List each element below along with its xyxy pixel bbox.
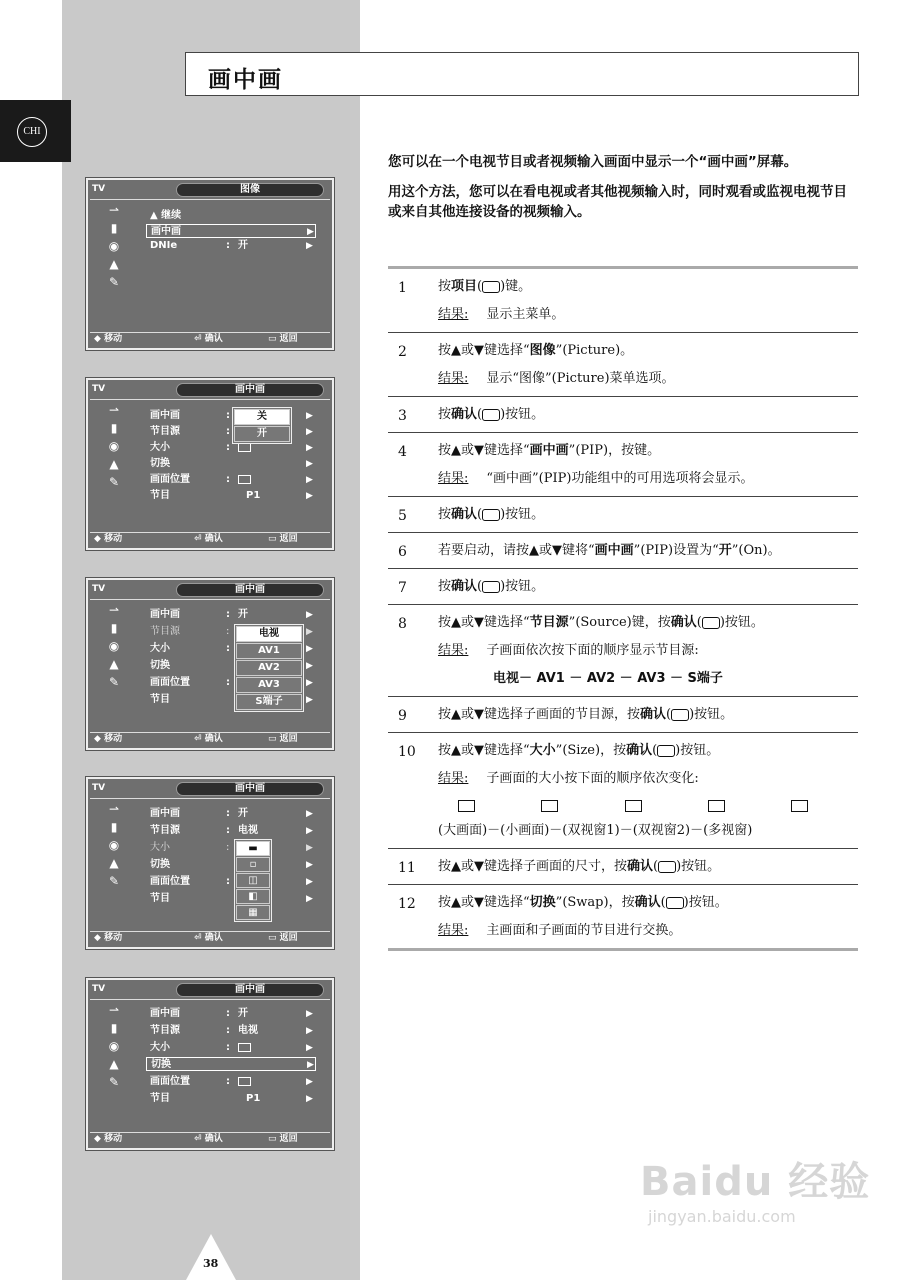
menu-row[interactable]: 画中画 : 开 ▶ [150,808,313,819]
menu-row[interactable]: 画中画 : 开 ▶ [150,1008,313,1019]
setup-icon: ✎ [108,274,120,289]
source-dropdown[interactable] [234,624,304,712]
enter-key-icon [657,745,675,757]
source-sequence: 电视－ AV1 － AV2 － AV3 － S端子 [493,671,723,686]
menu-row[interactable]: 大小 : ▶ [150,1042,313,1053]
menu-title: 画中画 [176,583,324,597]
enter-key-icon [482,581,500,593]
setup-icon: ✎ [108,674,120,689]
step-row: 8 按▲或▼键选择“节目源”(Source)键，按确认( )按钮。 结果: 子画面依次按下面的顺序显示节目源: 电视－ AV1 － AV2 － AV3 － S端子 [388,605,858,697]
menu-row[interactable]: 节目 ▶ [150,893,313,904]
menu-row[interactable]: 画面位置 : ▶ [150,1076,313,1087]
enter-key-icon [658,861,676,873]
size-icons [438,800,858,812]
channel-icon: ▲ [109,256,119,271]
size-option-small[interactable]: ▫ [236,857,270,872]
setup-icon: ✎ [108,474,120,489]
menu-row[interactable]: 节目 P1 ▶ [150,1093,313,1104]
channel-icon: ▲ [109,656,119,671]
menu-row[interactable]: DNIe : 开 ▶ [150,240,313,251]
input-icon: ⇀ [108,202,120,217]
page-number: 38 [203,1257,219,1270]
picture-icon: ▮ [110,1020,118,1035]
step-row: 4 按▲或▼键选择“画中画”(PIP)，按键。 结果: “画中画”(PIP)功能组中的可用选项将会显示。 [388,433,858,497]
menu-footer: ◆ 移动 ⏎ 确认 ▭ 返回 [90,332,330,346]
step-row: 7 按确认( )按钮。 [388,569,858,605]
size-dropdown[interactable] [234,839,272,922]
sound-icon: ◉ [108,638,120,653]
steps-table [388,266,858,951]
tv-menu-pip-size: TV 画中画 ⇀ ▮ ◉ ▲ ✎ 画中画 : 开 ▶ 节目源 : 电视 ▶ 大小 : ▶ 切换 ▶ 画面位置 : ▶ 节目 ▶ ▬ ▫ ◫ ◧ ▦ ◆ 移动 ⏎ 确认 ▭ 返回 [86,777,334,949]
picture-icon: ▮ [110,420,118,435]
menu-row[interactable]: 切换 ▶ [150,458,313,469]
menu-row-selected[interactable]: 画中画 ▶ [146,224,316,238]
multi-window-icon [791,800,808,812]
dropdown-option[interactable]: AV1 [236,643,302,659]
enter-key-icon [482,409,500,421]
tv-menu-pip-source: TV 画中画 ⇀ ▮ ◉ ▲ ✎ 画中画 : 开 ▶ 节目源 : ▶ 大小 : ▶ 切换 ▶ 画面位置 : ▶ 节目 ▶ 电视 AV1 AV2 AV3 S端子 ◆ 移动 ⏎ 确认 ▭ 返回 [86,578,334,750]
dropdown-option[interactable]: 电视 [236,626,302,642]
tv-menu-picture [86,178,334,350]
tv-menu-pip-swap: TV 画中画 ⇀ ▮ ◉ ▲ ✎ 画中画 : 开 ▶ 节目源 : 电视 ▶ 大小 : ▶ 切换 ▶ 画面位置 : ▶ 节目 P1 ▶ ◆ 移动 ⏎ 确认 ▭ 返回 [86,978,334,1150]
menu-row[interactable]: 切换 ▶ [150,660,313,671]
page-number-tab [186,1234,236,1280]
dropdown-option[interactable]: AV2 [236,660,302,676]
large-screen-icon [458,800,475,812]
enter-key-icon [482,509,500,521]
enter-key-icon [671,709,689,721]
step-row: 3 按确认( )按钮。 [388,397,858,433]
menu-title: 画中画 [176,983,324,997]
step-row: 2 按▲或▼键选择“图像”(Picture)。 结果: 显示“图像”(Picture)菜单选项。 [388,333,858,397]
menu-row[interactable]: 画面位置 : ▶ [150,677,313,688]
dropdown-option[interactable]: AV3 [236,677,302,693]
language-tab [0,100,71,162]
setup-icon: ✎ [108,873,120,888]
small-screen-icon [541,800,558,812]
channel-icon: ▲ [109,456,119,471]
step-row: 1 按项目( )键。 结果: 显示主菜单。 [388,269,858,333]
language-label: CHI [17,117,47,147]
tv-menu-pip-onoff: TV 画中画 ⇀ ▮ ◉ ▲ ✎ 画中画 : ▶ 节目源 : ▶ 大小 : ▶ 切换 ▶ 画面位置 : ▶ 节目 P1 ▶ 关 开 ◆ 移动 ⏎ 确认 ▭ 返回 [86,378,334,550]
dropdown-option[interactable]: S端子 [236,694,302,710]
size-option-dual1[interactable]: ◫ [236,873,270,888]
size-option-multi[interactable]: ▦ [236,905,270,920]
size-order: (大画面)－(小画面)－(双视窗1)－(双视窗2)－(多视窗) [438,823,753,838]
menu-row[interactable]: 切换 ▶ [150,859,313,870]
enter-key-icon [702,617,720,629]
step-row: 12 按▲或▼键选择“切换”(Swap)，按确认( )按钮。 结果: 主画面和子画面的节目进行交换。 [398,895,728,938]
menu-row[interactable]: 节目源 : ▶ [150,626,313,637]
baidu-watermark: Baidu 经验 jingyan.baidu.com [640,1159,871,1226]
picture-icon: ▮ [110,620,118,635]
step-row: 9 按▲或▼键选择子画面的节目源，按确认( )按钮。 [388,697,858,733]
menu-row[interactable]: 画中画 : 开 ▶ [150,609,313,620]
size-option-large[interactable]: ▬ [236,841,270,856]
intro-paragraph: 用这个方法，您可以在看电视或者其他视频输入时，同时观看或监视电视节目或来自其他连接设备的视频输入。 [388,184,847,220]
menu-title: 画中画 [176,782,324,796]
menu-row[interactable]: 大小 : ▶ [150,442,313,453]
page-title: 画中画 [208,67,283,93]
menu-row[interactable]: 画面位置 : ▶ [150,474,313,485]
intro-text [388,152,856,232]
menu-key-icon [482,281,500,293]
input-icon: ⇀ [108,801,120,816]
dropdown-option[interactable]: 开 [234,426,290,442]
picture-icon: ▮ [110,819,118,834]
input-icon: ⇀ [108,1002,120,1017]
tv-label: TV [92,184,106,194]
channel-icon: ▲ [109,855,119,870]
step-row: 6 若要启动，请按▲或▼键将“画中画”(PIP)设置为“开”(On)。 [388,533,858,569]
sound-icon: ◉ [108,238,120,253]
menu-title: 图像 [176,183,324,197]
dual-window2-icon [708,800,725,812]
step-row: 11 按▲或▼键选择子画面的尺寸，按确认( )按钮。 [388,849,858,885]
input-icon: ⇀ [108,602,120,617]
enter-key-icon [666,897,684,909]
menu-row[interactable]: 节目 ▶ [150,694,313,705]
setup-icon: ✎ [108,1074,120,1089]
dual-window1-icon [625,800,642,812]
menu-row[interactable]: 节目源 : 电视 ▶ [150,825,313,836]
channel-icon: ▲ [109,1056,119,1071]
title-box [185,52,859,96]
input-icon: ⇀ [108,402,120,417]
pip-dropdown[interactable] [232,407,292,444]
menu-row[interactable]: 大小 : ▶ [150,842,313,853]
step-row: 10 按▲或▼键选择“大小”(Size)，按确认( )按钮。 结果: 子画面的大小按下面的顺序依次变化: (大画面)－(小画面)－(双视窗1)－(双视窗2)－(多视窗) [388,733,858,849]
sound-icon: ◉ [108,1038,120,1053]
size-option-dual2[interactable]: ◧ [236,889,270,904]
menu-row[interactable]: 节目 P1 ▶ [150,490,313,501]
sound-icon: ◉ [108,438,120,453]
dropdown-option[interactable]: 关 [234,409,290,425]
step-row: 5 按确认( )按钮。 [388,497,858,533]
menu-row[interactable]: 画中画 : ▶ [150,410,313,421]
menu-icon-column [88,201,140,291]
intro-paragraph: 您可以在一个电视节目或者视频输入画面中显示一个“画中画”屏幕。 [388,154,798,170]
menu-row[interactable]: ▲ 继续 [150,210,182,221]
picture-icon: ▮ [110,220,118,235]
menu-row[interactable]: 画面位置 : ▶ [150,876,313,887]
menu-row[interactable]: 大小 : ▶ [150,643,313,654]
menu-row-selected[interactable]: 切换 ▶ [146,1057,316,1071]
menu-row[interactable]: 节目源 : ▶ [150,426,313,437]
menu-row[interactable]: 节目源 : 电视 ▶ [150,1025,313,1036]
sound-icon: ◉ [108,837,120,852]
menu-title: 画中画 [176,383,324,397]
